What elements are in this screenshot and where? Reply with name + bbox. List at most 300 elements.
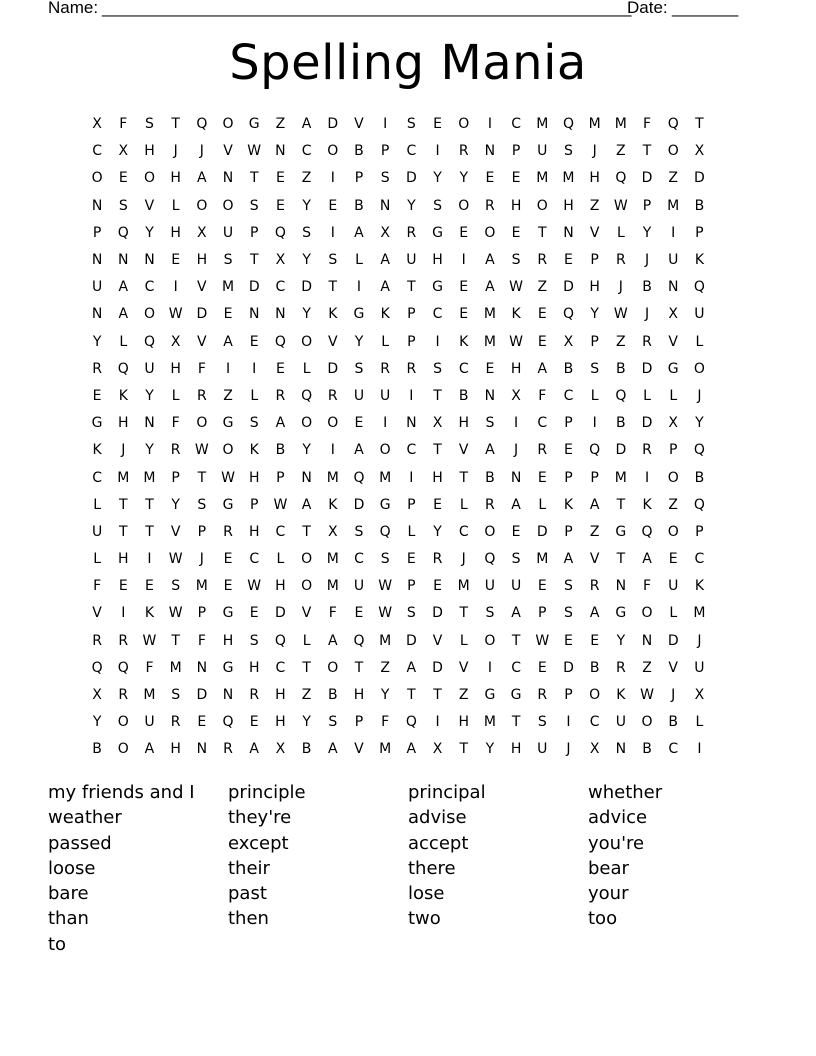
word-bank-item: whether bbox=[588, 782, 663, 803]
grid-letter: K bbox=[249, 442, 259, 459]
grid-letter: I bbox=[121, 605, 126, 622]
word-bank-item: weather bbox=[48, 807, 122, 829]
grid-letter: R bbox=[589, 578, 600, 595]
grid-letter: R bbox=[196, 387, 207, 404]
word-bank-item: advice bbox=[588, 807, 648, 829]
grid-letter: L bbox=[171, 387, 180, 404]
grid-letter: S bbox=[354, 360, 364, 377]
grid-letter: Q bbox=[301, 387, 313, 404]
grid-letter: M bbox=[169, 659, 182, 676]
grid-letter: G bbox=[484, 687, 496, 704]
grid-letter: E bbox=[406, 551, 416, 568]
grid-letter: A bbox=[537, 360, 548, 377]
grid-letter: Q bbox=[405, 714, 417, 731]
word-bank-item: two bbox=[408, 908, 441, 930]
grid-letter: Q bbox=[353, 469, 365, 486]
grid-letter: X bbox=[380, 224, 390, 241]
grid-row bbox=[84, 655, 734, 682]
grid-letter: H bbox=[275, 687, 286, 704]
grid-row bbox=[84, 682, 734, 709]
grid-letter: I bbox=[356, 279, 362, 296]
grid-letter: O bbox=[222, 116, 234, 133]
grid-letter: B bbox=[275, 442, 286, 459]
grid-letter: E bbox=[537, 659, 547, 676]
grid-letter: Y bbox=[616, 632, 626, 649]
grid-letter: T bbox=[459, 469, 468, 486]
grid-letter: V bbox=[354, 116, 364, 133]
grid-letter: J bbox=[199, 551, 204, 568]
grid-letter: W bbox=[247, 578, 262, 595]
grid-letter: Y bbox=[433, 523, 442, 540]
grid-letter: V bbox=[458, 442, 469, 459]
grid-letter: O bbox=[693, 360, 705, 377]
grid-letter: L bbox=[695, 333, 704, 350]
grid-letter: O bbox=[484, 632, 496, 649]
grid-letter: M bbox=[143, 469, 156, 486]
grid-letter: S bbox=[590, 360, 600, 377]
grid-letter: S bbox=[354, 523, 364, 540]
grid-letter: J bbox=[644, 252, 650, 269]
grid-letter: Z bbox=[301, 687, 312, 704]
grid-letter: O bbox=[301, 333, 313, 350]
grid-letter: M bbox=[326, 551, 339, 568]
grid-letter: C bbox=[432, 306, 443, 323]
grid-letter: A bbox=[327, 741, 338, 758]
grid-letter: D bbox=[563, 659, 574, 676]
grid-letter: S bbox=[328, 714, 338, 731]
grid-letter: I bbox=[487, 116, 492, 133]
grid-letter: B bbox=[694, 197, 705, 214]
grid-letter: A bbox=[485, 279, 495, 296]
grid-row bbox=[84, 464, 734, 491]
word-bank-item: too bbox=[588, 908, 618, 930]
grid-letter: E bbox=[354, 605, 364, 622]
grid-letter: H bbox=[432, 252, 443, 269]
grid-letter: G bbox=[667, 360, 679, 377]
grid-letter: D bbox=[641, 360, 653, 377]
grid-letter: E bbox=[171, 252, 181, 269]
grid-letter: E bbox=[564, 632, 573, 649]
grid-letter: N bbox=[222, 687, 234, 704]
grid-letter: J bbox=[671, 687, 676, 704]
grid-letter: Z bbox=[668, 496, 679, 513]
grid-letter: X bbox=[327, 523, 338, 540]
grid-letter: P bbox=[538, 605, 547, 622]
grid-letter: A bbox=[249, 741, 259, 758]
grid-letter: I bbox=[147, 551, 152, 568]
grid-letter: V bbox=[223, 143, 233, 160]
grid-letter: M bbox=[457, 578, 470, 595]
grid-letter: G bbox=[222, 605, 234, 622]
grid-letter: A bbox=[380, 279, 390, 296]
grid-letter: P bbox=[249, 496, 259, 513]
grid-letter: I bbox=[435, 143, 440, 160]
grid-letter: Q bbox=[693, 279, 705, 296]
grid-letter: R bbox=[642, 333, 652, 350]
grid-letter: E bbox=[485, 170, 495, 187]
grid-letter: S bbox=[328, 252, 338, 269]
grid-letter: X bbox=[668, 415, 679, 432]
grid-letter: P bbox=[564, 415, 573, 432]
grid-letter: Q bbox=[667, 116, 679, 133]
grid-letter: T bbox=[459, 741, 468, 758]
grid-letter: V bbox=[589, 224, 600, 241]
grid-letter: O bbox=[484, 523, 496, 540]
grid-letter: Q bbox=[117, 659, 129, 676]
grid-letter: K bbox=[380, 306, 390, 323]
grid-letter: H bbox=[275, 714, 286, 731]
grid-letter: H bbox=[458, 714, 469, 731]
grid-letter: Y bbox=[92, 333, 102, 350]
grid-letter: S bbox=[380, 551, 390, 568]
grid-letter: O bbox=[327, 143, 339, 160]
grid-letter: F bbox=[381, 714, 390, 731]
grid-letter: Y bbox=[407, 197, 416, 214]
word-bank-item: except bbox=[228, 832, 289, 854]
grid-letter: E bbox=[223, 578, 233, 595]
grid-letter: E bbox=[354, 415, 364, 432]
grid-letter: X bbox=[668, 306, 679, 323]
grid-letter: D bbox=[536, 523, 548, 540]
grid-letter: R bbox=[92, 632, 102, 649]
grid-letter: N bbox=[406, 415, 417, 432]
grid-letter: A bbox=[118, 279, 129, 296]
grid-letter: N bbox=[91, 306, 103, 323]
grid-letter: T bbox=[407, 687, 416, 704]
grid-letter: Y bbox=[92, 714, 102, 731]
grid-row bbox=[84, 356, 734, 383]
grid-letter: N bbox=[484, 143, 496, 160]
grid-letter: Y bbox=[433, 170, 442, 187]
grid-letter: N bbox=[196, 741, 208, 758]
grid-letter: U bbox=[537, 741, 548, 758]
grid-letter: B bbox=[616, 415, 626, 432]
grid-letter: M bbox=[536, 551, 549, 568]
grid-letter: B bbox=[92, 741, 102, 758]
grid-letter: V bbox=[144, 197, 155, 214]
grid-letter: O bbox=[143, 306, 155, 323]
grid-row bbox=[84, 628, 734, 655]
grid-letter: O bbox=[196, 197, 208, 214]
grid-letter: C bbox=[563, 387, 574, 404]
grid-letter: E bbox=[223, 551, 233, 568]
grid-letter: N bbox=[484, 387, 496, 404]
grid-letter: C bbox=[275, 523, 286, 540]
grid-letter: J bbox=[514, 442, 519, 459]
grid-letter: A bbox=[642, 551, 652, 568]
grid-letter: T bbox=[302, 523, 311, 540]
grid-letter: R bbox=[406, 224, 417, 241]
grid-letter: I bbox=[252, 360, 257, 377]
grid-letter: U bbox=[380, 387, 391, 404]
grid-letter: L bbox=[276, 551, 285, 568]
grid-letter: E bbox=[275, 170, 285, 187]
grid-letter: T bbox=[145, 496, 154, 513]
grid-letter: W bbox=[509, 279, 524, 296]
grid-letter: A bbox=[301, 116, 312, 133]
grid-letter: M bbox=[379, 469, 392, 486]
grid-letter: W bbox=[640, 687, 654, 704]
grid-letter: R bbox=[458, 143, 469, 160]
grid-letter: X bbox=[170, 333, 181, 350]
grid-letter: Y bbox=[302, 714, 311, 731]
grid-letter: B bbox=[563, 360, 574, 377]
grid-letter: U bbox=[144, 360, 155, 377]
grid-letter: U bbox=[353, 578, 365, 595]
grid-letter: A bbox=[589, 605, 600, 622]
grid-letter: H bbox=[510, 741, 522, 758]
grid-letter: E bbox=[118, 578, 128, 595]
grid-letter: O bbox=[484, 224, 496, 241]
grid-letter: M bbox=[143, 687, 156, 704]
grid-letter: J bbox=[461, 551, 466, 568]
grid-letter: Q bbox=[117, 360, 129, 377]
grid-letter: N bbox=[144, 252, 155, 269]
grid-letter: O bbox=[589, 687, 601, 704]
date-blank-line: _______ bbox=[672, 0, 739, 17]
grid-letter: J bbox=[566, 741, 571, 758]
grid-letter: M bbox=[117, 469, 130, 486]
grid-letter: C bbox=[458, 523, 469, 540]
grid-letter: C bbox=[354, 551, 364, 568]
grid-letter: B bbox=[694, 469, 705, 486]
grid-letter: E bbox=[668, 551, 678, 568]
grid-letter: B bbox=[668, 714, 679, 731]
grid-letter: C bbox=[668, 741, 679, 758]
grid-letter: T bbox=[302, 659, 311, 676]
grid-letter: T bbox=[328, 279, 338, 296]
grid-letter: D bbox=[405, 170, 417, 187]
grid-letter: B bbox=[589, 659, 600, 676]
grid-letter: F bbox=[643, 578, 652, 595]
grid-letter: X bbox=[197, 224, 207, 241]
grid-letter: L bbox=[695, 714, 704, 731]
grid-letter: L bbox=[355, 252, 363, 269]
grid-letter: I bbox=[514, 415, 519, 432]
grid-letter: N bbox=[615, 741, 627, 758]
grid-letter: D bbox=[405, 632, 417, 649]
grid-letter: R bbox=[170, 442, 181, 459]
grid-row bbox=[84, 600, 734, 627]
grid-letter: E bbox=[511, 224, 521, 241]
grid-letter: B bbox=[642, 279, 652, 296]
grid-letter: C bbox=[537, 415, 548, 432]
grid-letter: M bbox=[588, 116, 601, 133]
grid-letter: U bbox=[144, 714, 155, 731]
grid-letter: H bbox=[458, 415, 469, 432]
grid-letter: L bbox=[250, 387, 259, 404]
grid-letter: E bbox=[249, 605, 259, 622]
grid-letter: B bbox=[485, 469, 495, 486]
grid-letter: O bbox=[222, 197, 234, 214]
grid-letter: H bbox=[196, 252, 208, 269]
grid-letter: R bbox=[170, 714, 181, 731]
grid-letter: S bbox=[564, 143, 573, 160]
word-bank-item: you're bbox=[588, 832, 645, 854]
grid-letter: S bbox=[197, 496, 207, 513]
grid-letter: C bbox=[458, 360, 469, 377]
grid-letter: T bbox=[433, 442, 442, 459]
grid-letter: C bbox=[301, 143, 312, 160]
grid-letter: P bbox=[564, 687, 573, 704]
grid-letter: Y bbox=[302, 306, 311, 323]
grid-letter: M bbox=[536, 170, 549, 187]
grid-letter: O bbox=[91, 170, 103, 187]
grid-letter: V bbox=[432, 632, 443, 649]
grid-letter: F bbox=[145, 659, 154, 676]
grid-letter: X bbox=[92, 116, 102, 133]
page-title: Spelling Mania bbox=[229, 35, 587, 91]
grid-letter: M bbox=[483, 306, 496, 323]
grid-letter: R bbox=[537, 687, 548, 704]
word-bank-item: lose bbox=[408, 883, 445, 905]
grid-letter: N bbox=[222, 170, 234, 187]
grid-letter: M bbox=[379, 632, 392, 649]
grid-letter: S bbox=[433, 197, 442, 214]
grid-letter: C bbox=[92, 469, 102, 486]
grid-letter: Y bbox=[145, 442, 154, 459]
grid-letter: L bbox=[302, 360, 311, 377]
grid-letter: P bbox=[668, 442, 678, 459]
grid-row bbox=[84, 736, 734, 763]
grid-letter: O bbox=[667, 143, 679, 160]
grid-letter: N bbox=[563, 224, 574, 241]
grid-letter: E bbox=[275, 360, 285, 377]
grid-letter: E bbox=[197, 714, 207, 731]
grid-letter: C bbox=[694, 551, 705, 568]
grid-letter: W bbox=[535, 632, 550, 649]
grid-letter: I bbox=[592, 415, 597, 432]
grid-letter: T bbox=[538, 224, 547, 241]
grid-letter: O bbox=[458, 197, 470, 214]
grid-letter: W bbox=[194, 442, 209, 459]
grid-letter: I bbox=[461, 252, 466, 269]
grid-letter: P bbox=[171, 469, 180, 486]
grid-letter: S bbox=[249, 197, 259, 214]
grid-letter: L bbox=[538, 496, 547, 513]
grid-letter: C bbox=[92, 143, 102, 160]
word-bank-item: then bbox=[228, 908, 269, 930]
grid-letter: X bbox=[694, 143, 705, 160]
grid-letter: H bbox=[432, 469, 443, 486]
grid-letter: E bbox=[564, 442, 573, 459]
grid-letter: A bbox=[327, 632, 338, 649]
grid-letter: Y bbox=[459, 170, 468, 187]
grid-letter: R bbox=[615, 252, 626, 269]
grid-letter: X bbox=[92, 687, 102, 704]
grid-letter: U bbox=[694, 659, 705, 676]
grid-letter: X bbox=[275, 252, 286, 269]
grid-letter: S bbox=[537, 714, 547, 731]
grid-letter: T bbox=[407, 279, 416, 296]
grid-letter: I bbox=[330, 170, 335, 187]
grid-letter: O bbox=[667, 523, 679, 540]
grid-letter: V bbox=[354, 741, 364, 758]
grid-letter: D bbox=[694, 170, 705, 187]
grid-letter: O bbox=[301, 578, 313, 595]
grid-letter: W bbox=[168, 306, 183, 323]
grid-row bbox=[84, 274, 734, 301]
grid-letter: T bbox=[249, 170, 259, 187]
grid-letter: I bbox=[671, 224, 676, 241]
grid-letter: H bbox=[510, 197, 522, 214]
grid-letter: E bbox=[511, 170, 521, 187]
grid-letter: V bbox=[327, 333, 338, 350]
grid-letter: N bbox=[196, 659, 208, 676]
grid-row bbox=[84, 519, 734, 546]
grid-letter: R bbox=[118, 632, 129, 649]
grid-letter: I bbox=[435, 714, 440, 731]
grid-letter: S bbox=[406, 116, 416, 133]
grid-letter: Z bbox=[668, 170, 679, 187]
grid-letter: J bbox=[199, 143, 204, 160]
grid-letter: A bbox=[563, 551, 574, 568]
grid-letter: P bbox=[590, 252, 599, 269]
grid-letter: W bbox=[613, 306, 628, 323]
grid-letter: D bbox=[432, 659, 443, 676]
grid-letter: Q bbox=[562, 116, 574, 133]
grid-letter: Y bbox=[590, 306, 599, 323]
grid-letter: W bbox=[221, 469, 235, 486]
name-blank-line: ________________________________________________________ bbox=[102, 0, 632, 17]
grid-letter: X bbox=[432, 415, 443, 432]
grid-letter: W bbox=[378, 578, 393, 595]
name-label: Name: bbox=[48, 0, 99, 17]
grid-letter: V bbox=[458, 659, 469, 676]
grid-letter: Q bbox=[693, 442, 705, 459]
grid-letter: D bbox=[563, 279, 574, 296]
grid-letter: Y bbox=[485, 741, 495, 758]
grid-letter: M bbox=[536, 116, 549, 133]
grid-letter: D bbox=[667, 632, 679, 649]
grid-letter: M bbox=[483, 714, 496, 731]
grid-letter: A bbox=[406, 741, 417, 758]
grid-letter: B bbox=[642, 741, 652, 758]
grid-letter: N bbox=[379, 197, 391, 214]
grid-letter: A bbox=[197, 170, 207, 187]
grid-letter: O bbox=[641, 714, 653, 731]
grid-letter: G bbox=[91, 415, 103, 432]
grid-letter: I bbox=[409, 469, 414, 486]
grid-letter: B bbox=[458, 387, 469, 404]
grid-letter: Q bbox=[274, 632, 286, 649]
grid-letter: B bbox=[616, 360, 626, 377]
grid-letter: D bbox=[248, 279, 260, 296]
grid-letter: M bbox=[614, 469, 627, 486]
grid-letter: N bbox=[510, 469, 522, 486]
grid-letter: L bbox=[407, 523, 416, 540]
grid-letter: D bbox=[275, 605, 286, 622]
grid-letter: P bbox=[276, 469, 285, 486]
grid-letter: G bbox=[615, 605, 627, 622]
grid-letter: T bbox=[616, 551, 626, 568]
grid-letter: H bbox=[510, 360, 522, 377]
grid-letter: U bbox=[668, 252, 679, 269]
grid-letter: P bbox=[197, 523, 207, 540]
grid-letter: I bbox=[435, 333, 440, 350]
grid-letter: O bbox=[667, 469, 679, 486]
grid-letter: T bbox=[249, 252, 259, 269]
grid-letter: E bbox=[537, 333, 547, 350]
grid-letter: V bbox=[668, 333, 678, 350]
grid-letter: V bbox=[668, 659, 678, 676]
grid-letter: X bbox=[563, 333, 574, 350]
grid-letter: S bbox=[511, 252, 521, 269]
grid-letter: I bbox=[383, 415, 388, 432]
grid-letter: R bbox=[406, 360, 417, 377]
grid-letter: P bbox=[407, 496, 416, 513]
grid-letter: P bbox=[564, 469, 573, 486]
